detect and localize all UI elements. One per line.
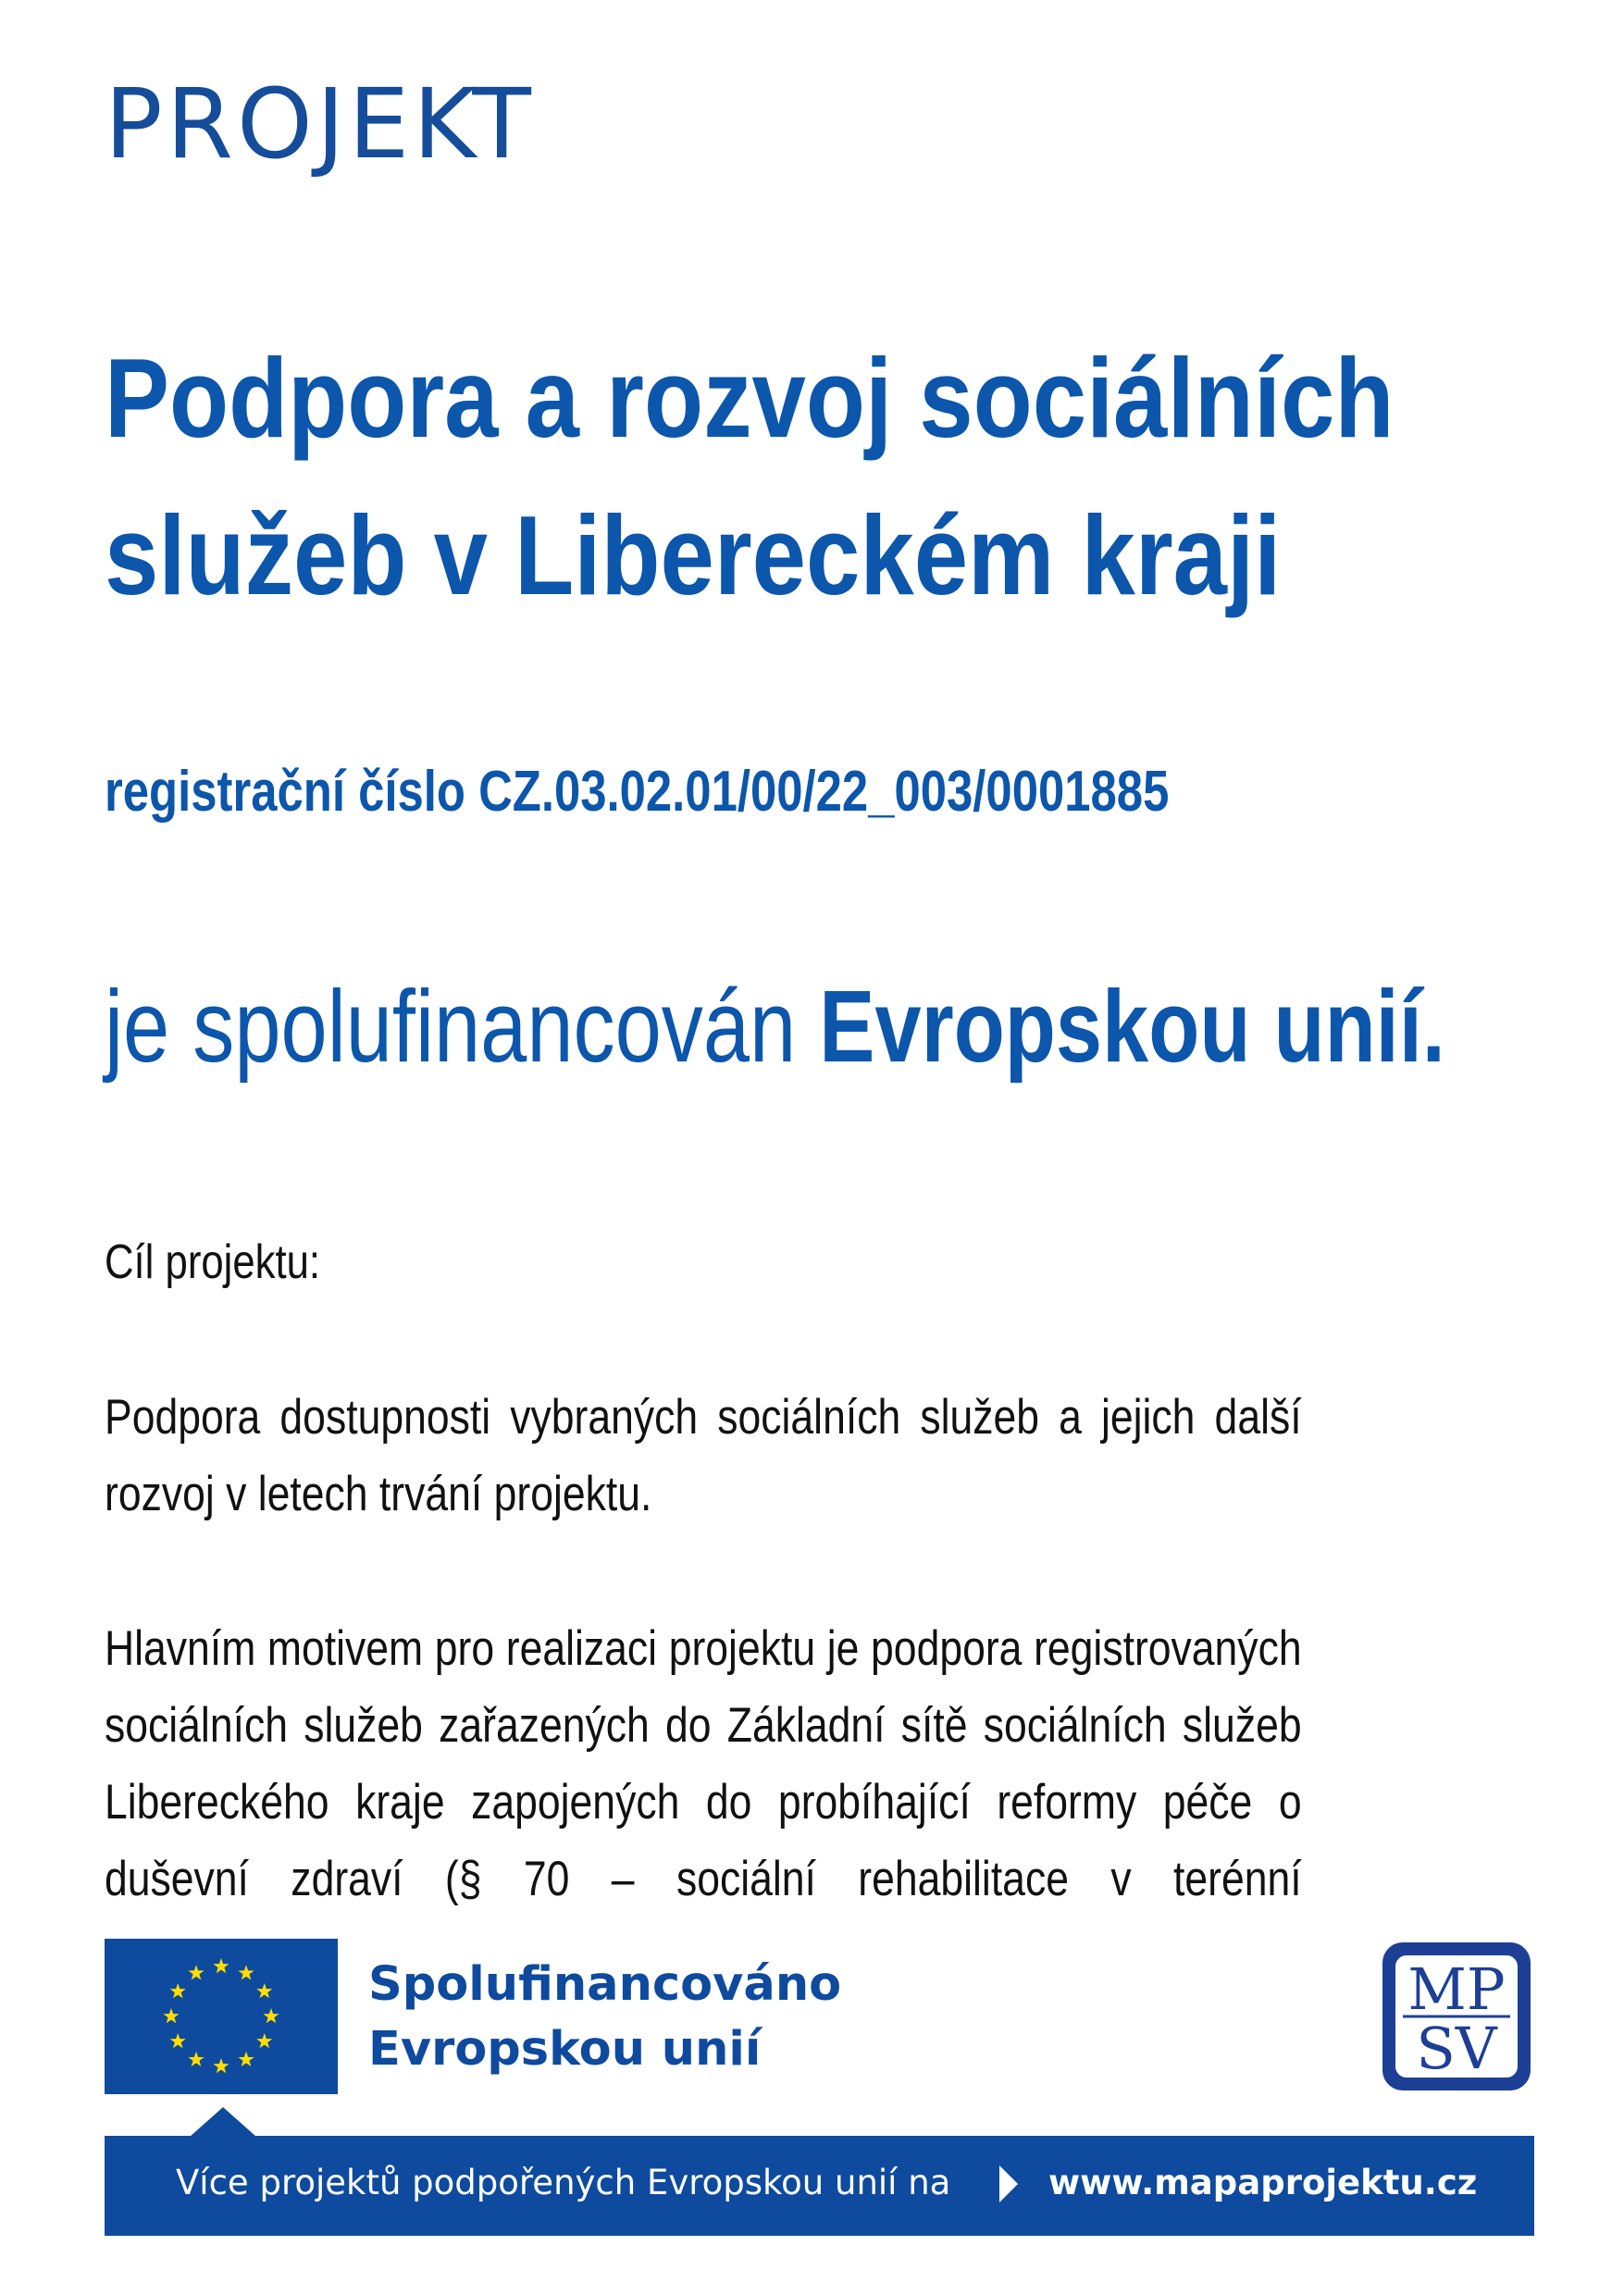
mpsv-logo-top: MP [1407,1955,1506,2023]
eu-flag-icon [105,1939,338,2094]
mpsv-logo [1379,1939,1534,2094]
arrow-right-icon [999,2165,1018,2202]
eu-cofinanced-logo-text [368,1953,841,2082]
eu-star-icon [213,2058,229,2073]
project-title [105,319,1395,634]
goal-paragraph: Podpora dostupnosti vybraných sociálních služeb a jejich další rozvoj v letech trvání projektu. [105,1390,1302,1521]
eu-star-icon [256,1983,272,1998]
eu-star-icon [263,2008,279,2023]
eu-star-icon [188,1965,204,1979]
eyebrow-label: PROJEKT [105,68,535,180]
eu-star-icon [256,2033,272,2048]
eu-logo-line2: Evropskou unií [368,2022,762,2077]
footer-link[interactable]: www.mapaprojektu.cz [1048,2163,1478,2202]
project-title-line2: služeb v Libereckém kraji [105,492,1282,618]
motive-paragraph: Hlavním motivem pro realizaci projektu je podpora registrovaných sociálních služeb zařazených do Základní sítě sociálních služeb Libereckého kraje zapojených do probíhající reformy péče o duševní zdraví (§ 70 – sociální rehabilitace v terénní [105,1621,1302,1906]
eu-star-icon [170,2033,186,2048]
eu-star-icon [170,1983,186,1998]
cofinanced-prefix: je spolufinancován [105,970,820,1084]
registration-number: registrační číslo CZ.03.02.01/00/22_003/0001885 [105,760,1170,824]
goal-label: Cíl projektu: [105,1235,321,1289]
eu-star-icon [163,2008,179,2023]
footer-notch [190,2107,256,2137]
mpsv-logo-bottom: SV [1416,2015,1497,2082]
eu-logo-line1: Spolufinancováno [368,1957,842,2012]
footer-text: Více projektů podpořených Evropskou unií na [176,2163,951,2202]
eu-star-icon [238,2052,254,2066]
eu-star-icon [213,1958,229,1973]
cofinanced-statement [105,970,1445,1084]
eu-star-icon [238,1965,254,1979]
project-title-line1: Podpora a rozvoj sociálních [105,335,1395,461]
cofinanced-bold: Evropskou unií. [819,970,1445,1084]
eu-star-icon [188,2052,204,2066]
